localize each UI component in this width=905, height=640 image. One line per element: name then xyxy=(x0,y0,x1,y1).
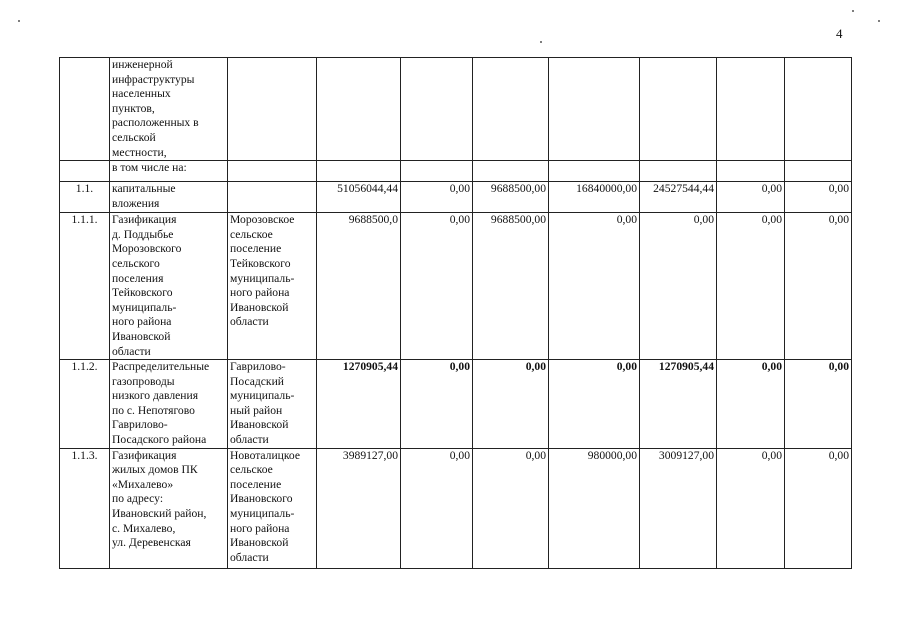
amount-year-1: 0,00 xyxy=(401,448,473,568)
amount-year-3 xyxy=(549,58,640,161)
executor-name xyxy=(228,161,317,182)
amount-year-2 xyxy=(473,58,549,161)
amount-year-3: 0,00 xyxy=(549,213,640,360)
scan-speck xyxy=(878,20,880,22)
amount-year-4 xyxy=(640,58,717,161)
row-number: 1.1.2. xyxy=(60,360,110,449)
row-number xyxy=(60,58,110,161)
amount-year-4: 3009127,00 xyxy=(640,448,717,568)
amount-year-6: 0,00 xyxy=(785,213,852,360)
amount-year-6 xyxy=(785,58,852,161)
activity-name: капитальные вложения xyxy=(110,182,228,213)
program-funding-table xyxy=(59,57,852,569)
amount-total xyxy=(317,161,401,182)
amount-year-6: 0,00 xyxy=(785,182,852,213)
activity-name: в том числе на: xyxy=(110,161,228,182)
executor-name: Новоталицкое сельское поселение Ивановского муниципаль- ного района Ивановской области xyxy=(228,448,317,568)
amount-year-4: 24527544,44 xyxy=(640,182,717,213)
amount-year-4 xyxy=(640,161,717,182)
activity-name: Газификация жилых домов ПК «Михалево» по адресу: Ивановский район, с. Михалево, ул. Деревенская xyxy=(110,448,228,568)
amount-year-3: 0,00 xyxy=(549,360,640,449)
activity-name: инженерной инфраструктуры населенных пунктов, расположенных в сельской местности, xyxy=(110,58,228,161)
amount-year-2 xyxy=(473,161,549,182)
amount-year-5: 0,00 xyxy=(717,448,785,568)
amount-year-2: 9688500,00 xyxy=(473,213,549,360)
table-row xyxy=(60,448,852,568)
amount-total: 51056044,44 xyxy=(317,182,401,213)
scan-speck xyxy=(540,41,542,43)
row-number: 1.1. xyxy=(60,182,110,213)
amount-year-1: 0,00 xyxy=(401,213,473,360)
amount-year-1: 0,00 xyxy=(401,360,473,449)
amount-total: 9688500,0 xyxy=(317,213,401,360)
amount-year-2: 9688500,00 xyxy=(473,182,549,213)
amount-year-3: 16840000,00 xyxy=(549,182,640,213)
amount-year-5 xyxy=(717,161,785,182)
amount-year-1: 0,00 xyxy=(401,182,473,213)
row-number xyxy=(60,161,110,182)
amount-year-2: 0,00 xyxy=(473,448,549,568)
amount-year-3 xyxy=(549,161,640,182)
amount-total xyxy=(317,58,401,161)
amount-year-4: 1270905,44 xyxy=(640,360,717,449)
executor-name: Гаврилово- Посадский муниципаль- ный район Ивановской области xyxy=(228,360,317,449)
executor-name xyxy=(228,58,317,161)
amount-year-4: 0,00 xyxy=(640,213,717,360)
executor-name xyxy=(228,182,317,213)
amount-total: 3989127,00 xyxy=(317,448,401,568)
amount-year-3: 980000,00 xyxy=(549,448,640,568)
amount-total: 1270905,44 xyxy=(317,360,401,449)
activity-name: Газификация д. Поддыбье Морозовского сельского поселения Тейковского муниципаль- ного района Ивановской области xyxy=(110,213,228,360)
table-row xyxy=(60,182,852,213)
scan-speck xyxy=(18,20,20,22)
row-number: 1.1.1. xyxy=(60,213,110,360)
amount-year-5: 0,00 xyxy=(717,213,785,360)
amount-year-6: 0,00 xyxy=(785,360,852,449)
amount-year-5: 0,00 xyxy=(717,360,785,449)
executor-name: Морозовское сельское поселение Тейковского муниципаль- ного района Ивановской области xyxy=(228,213,317,360)
table-row xyxy=(60,213,852,360)
table-row xyxy=(60,58,852,161)
amount-year-6 xyxy=(785,161,852,182)
row-number: 1.1.3. xyxy=(60,448,110,568)
activity-name: Распределительные газопроводы низкого давления по с. Непотягово Гаврилово- Посадского района xyxy=(110,360,228,449)
amount-year-6: 0,00 xyxy=(785,448,852,568)
table-row xyxy=(60,161,852,182)
amount-year-2: 0,00 xyxy=(473,360,549,449)
scan-speck xyxy=(852,10,854,12)
amount-year-1 xyxy=(401,58,473,161)
amount-year-1 xyxy=(401,161,473,182)
page-number: 4 xyxy=(836,26,843,41)
table-row xyxy=(60,360,852,449)
amount-year-5: 0,00 xyxy=(717,182,785,213)
amount-year-5 xyxy=(717,58,785,161)
